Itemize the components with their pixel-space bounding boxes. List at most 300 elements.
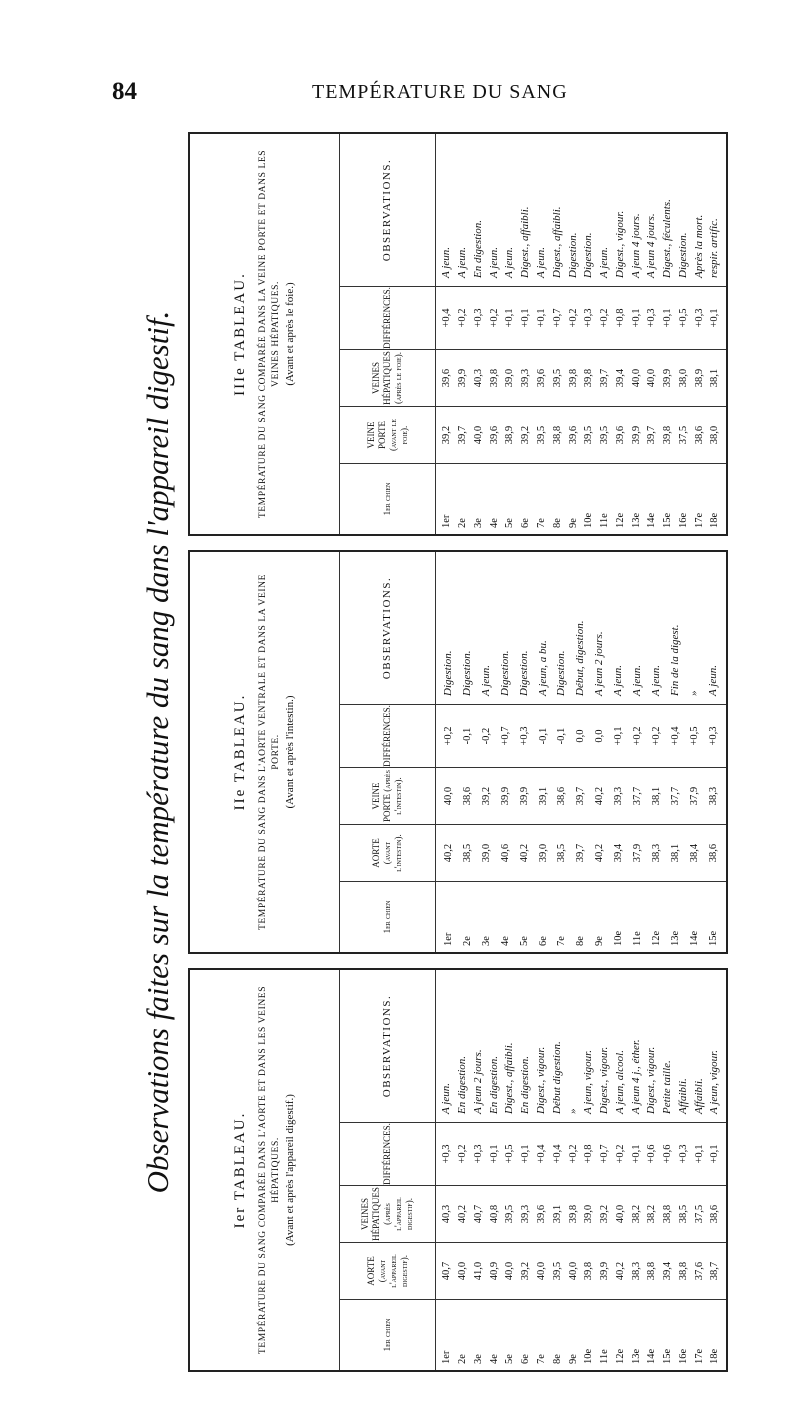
table-cell: +0,5: [688, 726, 700, 746]
table-caption: TEMPÉRATURE DU SANG COMPARÉE DANS LA VEINE PORTE ET DANS LES VEINES HÉPATIQUES.: [258, 149, 281, 519]
table-cell: 38,5: [677, 1204, 689, 1224]
column-header: DIFFÉRENCES.: [340, 1123, 436, 1185]
table-cell: 40,7: [472, 1204, 484, 1224]
table-cell: 40,7: [441, 1261, 453, 1281]
table-cell: 6e: [537, 936, 549, 946]
table-cell: 39,7: [599, 368, 611, 388]
column-body: [436, 970, 726, 1122]
table-cell: 40,2: [614, 1261, 626, 1281]
table-cell: 39,9: [599, 1261, 611, 1281]
column-body: [436, 768, 726, 824]
table-cell: 39,0: [480, 843, 492, 863]
table-cell: 10e: [583, 1348, 595, 1364]
table-cell: Digest., féculents.: [661, 199, 674, 278]
column-temp-after: [340, 349, 726, 406]
table-cell: 40,2: [518, 843, 530, 863]
table-cell: 13e: [670, 930, 682, 946]
table-cell: 39,5: [551, 1261, 563, 1281]
table-cell: 39,2: [480, 786, 492, 806]
table-cell: A jeun, vigour.: [708, 1050, 721, 1114]
table-cell: 39,2: [599, 1204, 611, 1224]
column-header: OBSERVATIONS.: [340, 134, 436, 286]
table-cell: 14e: [646, 1348, 658, 1364]
column-body: [436, 407, 726, 463]
table-cell: En digestion.: [456, 1055, 469, 1114]
table-cell: +0,1: [630, 308, 642, 328]
table-cell: 6e: [520, 1354, 532, 1364]
table-cell: +0,3: [583, 308, 595, 328]
data-table: [188, 968, 728, 1372]
table-cell: 38,8: [551, 425, 563, 445]
table-cell: 18e: [709, 1348, 721, 1364]
table-cell: 3e: [480, 936, 492, 946]
table-cell: +0,7: [599, 1144, 611, 1164]
table-cell: 13e: [630, 512, 642, 528]
table-label: IIIe TABLEAU.: [232, 272, 248, 396]
table-cell: 39,8: [662, 425, 674, 445]
table-cell: 39,2: [520, 425, 532, 445]
column-body: [436, 287, 726, 349]
table-cell: A jeun.: [650, 665, 663, 696]
rotated-content: [136, 122, 736, 1382]
column-temp-before: [340, 1242, 726, 1299]
table-cell: 9e: [567, 518, 579, 528]
table-cell: +0,2: [442, 726, 454, 746]
table-cell: 39,5: [504, 1204, 516, 1224]
table-cell: »: [566, 1108, 579, 1114]
table-cell: -0,1: [556, 727, 568, 745]
column-difference: [340, 1122, 726, 1185]
table-cell: 40,0: [646, 368, 658, 388]
table-cell: 40,2: [594, 843, 606, 863]
table-cell: 14e: [646, 512, 658, 528]
table-cell: Digest., vigour.: [645, 1046, 658, 1114]
table-cell: A jeun.: [456, 247, 469, 278]
table-cell: 39,0: [537, 843, 549, 863]
column-header: OBSERVATIONS.: [340, 970, 436, 1122]
table-cell: A jeun 4 jours.: [629, 213, 642, 278]
table-cell: +0,2: [488, 308, 500, 328]
column-header: 1er chien: [340, 464, 436, 534]
table-cell: 2e: [457, 518, 469, 528]
table-cell: 5e: [504, 1354, 516, 1364]
table-cell: +0,1: [520, 308, 532, 328]
table-cell: 38,5: [556, 843, 568, 863]
table-cell: 40,8: [488, 1204, 500, 1224]
table-cell: 38,2: [646, 1204, 658, 1224]
table-cell: 18e: [709, 512, 721, 528]
table-cell: 0,0: [575, 729, 587, 743]
table-cell: Digestion.: [582, 232, 595, 278]
table-cell: A jeun.: [706, 665, 719, 696]
table-cell: 39,1: [537, 786, 549, 806]
table-cell: Digestion.: [460, 650, 473, 696]
table-cell: 39,6: [614, 425, 626, 445]
table-cell: 38,1: [709, 368, 721, 388]
table-cell: A jeun.: [440, 1083, 453, 1114]
table-cell: A jeun, alcool.: [613, 1050, 626, 1114]
table-cell: 16e: [677, 1348, 689, 1364]
table-cell: 39,9: [499, 786, 511, 806]
column-header: DIFFÉRENCES.: [340, 287, 436, 349]
column-body: [436, 464, 726, 534]
table-cell: 38,8: [677, 1261, 689, 1281]
table-cell: A jeun 2 jours.: [593, 631, 606, 696]
table-cell: 11e: [599, 513, 611, 528]
table-cell: 38,1: [651, 786, 663, 806]
table-cell: 38,6: [556, 786, 568, 806]
table-cell: 38,6: [693, 425, 705, 445]
table-cell: 37,5: [677, 425, 689, 445]
table-cell: +0,2: [457, 1144, 469, 1164]
table-cell: 7e: [556, 936, 568, 946]
table-cell: 38,3: [630, 1261, 642, 1281]
table-cell: »: [687, 690, 700, 696]
table-cell: 39,9: [457, 368, 469, 388]
table-cell: En digestion.: [519, 1055, 532, 1114]
table-cell: 37,5: [693, 1204, 705, 1224]
table-cell: +0,8: [583, 1144, 595, 1164]
table-cell: +0,6: [646, 1144, 658, 1164]
table-cell: 39,3: [613, 786, 625, 806]
table-cell: 2e: [457, 1354, 469, 1364]
column-dog-number: [340, 881, 726, 952]
table-cell: 8e: [551, 518, 563, 528]
table-cell: 14e: [688, 930, 700, 946]
table-cell: 9e: [567, 1354, 579, 1364]
running-title: TEMPÉRATURE DU SANG: [312, 81, 568, 103]
table-cell: 40,0: [442, 786, 454, 806]
table-cell: 5e: [504, 518, 516, 528]
table-cell: +0,4: [670, 726, 682, 746]
table-header: [190, 970, 340, 1370]
table-cell: +0,1: [662, 308, 674, 328]
table-cell: +0,3: [518, 726, 530, 746]
table-cell: 39,2: [520, 1261, 532, 1281]
data-table: [188, 132, 728, 536]
table-cell: 12e: [651, 930, 663, 946]
column-observation: [340, 134, 726, 286]
table-cell: 11e: [632, 931, 644, 946]
table-cell: 38,6: [709, 1204, 721, 1224]
column-header: AORTE (avant l'intestin).: [340, 825, 436, 881]
table-cell: +0,1: [613, 726, 625, 746]
table-cell: +0,3: [472, 1144, 484, 1164]
column-dog-number: [340, 1299, 726, 1370]
table-cell: +0,3: [677, 1144, 689, 1164]
table-cell: 38,8: [662, 1204, 674, 1224]
table-cell: 39,2: [441, 425, 453, 445]
table-cell: 3e: [472, 518, 484, 528]
table-cell: Digestion.: [566, 232, 579, 278]
table-cell: Affaibli.: [692, 1078, 705, 1114]
column-header: VEINE PORTE (avant le foie).: [340, 407, 436, 463]
table-cell: 7e: [535, 1354, 547, 1364]
table-cell: 17e: [693, 512, 705, 528]
table-header: [190, 552, 340, 952]
table-cell: +0,6: [662, 1144, 674, 1164]
table-cell: 37,9: [688, 786, 700, 806]
table-cell: 39,8: [567, 368, 579, 388]
table-cell: -0,1: [537, 727, 549, 745]
table-cell: 39,6: [441, 368, 453, 388]
table-cell: 38,2: [630, 1204, 642, 1224]
table-cell: 15e: [662, 1348, 674, 1364]
page-header: [0, 78, 800, 110]
table-cell: 38,4: [688, 843, 700, 863]
table-cell: 40,0: [614, 1204, 626, 1224]
table-caption: TEMPÉRATURE DU SANG DANS L'AORTE VENTRALE ET DANS LA VEINE PORTE.: [258, 573, 281, 931]
table-cell: 1er: [442, 932, 454, 946]
table-cell: 39,6: [535, 1204, 547, 1224]
table-cell: 37,7: [632, 786, 644, 806]
table-header: [190, 134, 340, 534]
data-table: [188, 550, 728, 954]
table-cell: 38,5: [461, 843, 473, 863]
table-cell: A jeun 2 jours.: [471, 1049, 484, 1114]
table-cell: 15e: [707, 930, 719, 946]
table-cell: +0,3: [693, 308, 705, 328]
table-cell: +0,4: [535, 1144, 547, 1164]
table-cell: Digestion.: [441, 650, 454, 696]
table-cell: +0,1: [709, 308, 721, 328]
table-note: (Avant et après l'appareil digestif.): [284, 1094, 296, 1246]
table-cell: 39,8: [583, 1261, 595, 1281]
table-cell: 39,8: [488, 368, 500, 388]
table-cell: 39,6: [488, 425, 500, 445]
table-cell: Digest., vigour.: [613, 210, 626, 278]
table-cell: 40,6: [499, 843, 511, 863]
table-cell: 39,4: [613, 843, 625, 863]
table-cell: 38,7: [709, 1261, 721, 1281]
table-cell: 39,5: [535, 425, 547, 445]
table-cell: 38,9: [693, 368, 705, 388]
table-cell: Digest., vigour.: [598, 1046, 611, 1114]
table-cell: 8e: [551, 1354, 563, 1364]
table-cell: 3e: [472, 1354, 484, 1364]
column-observation: [340, 552, 726, 704]
table-cell: +0,2: [457, 308, 469, 328]
table-cell: En digestion.: [471, 219, 484, 278]
table-note: (Avant et après l'intestin.): [284, 695, 296, 809]
table-cell: 40,2: [457, 1204, 469, 1224]
table-cell: 39,1: [551, 1204, 563, 1224]
table-cell: 4e: [488, 1354, 500, 1364]
tables-container: [188, 132, 728, 1372]
table-cell: +0,1: [504, 308, 516, 328]
table-cell: 39,9: [662, 368, 674, 388]
column-header: OBSERVATIONS.: [340, 552, 436, 704]
table-cell: 40,3: [441, 1204, 453, 1224]
column-body: [436, 1123, 726, 1185]
table-cell: Digestion.: [676, 232, 689, 278]
table-cell: +0,1: [693, 1144, 705, 1164]
table-cell: 40,2: [442, 843, 454, 863]
table-cell: 38,8: [646, 1261, 658, 1281]
table-cell: 38,3: [707, 786, 719, 806]
table-cell: +0,1: [488, 1144, 500, 1164]
table-cell: 39,9: [518, 786, 530, 806]
table-cell: 39,3: [520, 1204, 532, 1224]
table-cell: Fin de la digest.: [669, 624, 682, 696]
table-cell: 39,4: [614, 368, 626, 388]
table-cell: 39,5: [583, 425, 595, 445]
table-cell: 37,7: [670, 786, 682, 806]
table-cell: En digestion.: [487, 1055, 500, 1114]
table-cell: 38,6: [707, 843, 719, 863]
table-cell: 40,3: [472, 368, 484, 388]
column-body: [436, 882, 726, 952]
table-cell: +0,2: [632, 726, 644, 746]
table-cell: 41,0: [472, 1261, 484, 1281]
table-grid: [340, 970, 726, 1370]
table-cell: +0,2: [651, 726, 663, 746]
table-cell: 4e: [499, 936, 511, 946]
table-cell: 9e: [594, 936, 606, 946]
column-header: VEINES HÉPATIQUES (après le foie).: [340, 350, 436, 406]
table-cell: 38,9: [504, 425, 516, 445]
table-cell: +0,3: [472, 308, 484, 328]
table-cell: A jeun.: [487, 247, 500, 278]
column-header: VEINE PORTE (après l'intestin).: [340, 768, 436, 824]
table-cell: +0,5: [677, 308, 689, 328]
table-cell: Petite taille.: [661, 1060, 674, 1114]
table-cell: +0,1: [709, 1144, 721, 1164]
table-cell: Digest., affaibli.: [503, 1042, 516, 1114]
table-cell: +0,7: [551, 308, 563, 328]
column-header: AORTE (avant l'appareil digestif).: [340, 1243, 436, 1299]
table-cell: 39,7: [457, 425, 469, 445]
table-cell: 12e: [614, 512, 626, 528]
table-cell: 37,9: [632, 843, 644, 863]
table-cell: 38,0: [709, 425, 721, 445]
table-cell: 2e: [461, 936, 473, 946]
table-cell: Digestion.: [517, 650, 530, 696]
table-cell: 13e: [630, 1348, 642, 1364]
table-cell: A jeun.: [612, 665, 625, 696]
column-body: [436, 1186, 726, 1242]
column-body: [436, 1243, 726, 1299]
table-cell: A jeun 4 jours.: [645, 213, 658, 278]
table-cell: 40,9: [488, 1261, 500, 1281]
table-cell: 39,6: [567, 425, 579, 445]
table-cell: Début digestion.: [550, 1041, 563, 1114]
table-cell: 39,3: [520, 368, 532, 388]
table-grid: [340, 134, 726, 534]
column-header: DIFFÉRENCES.: [340, 705, 436, 767]
column-body: [436, 134, 726, 286]
table-cell: 39,4: [662, 1261, 674, 1281]
page-title: Observations faites sur la température du sang dans l'appareil digestif.: [140, 310, 175, 1194]
table-cell: 10e: [583, 512, 595, 528]
column-temp-after: [340, 1185, 726, 1242]
table-cell: 0,0: [594, 729, 606, 743]
column-observation: [340, 970, 726, 1122]
table-cell: +0,1: [535, 308, 547, 328]
table-cell: 5e: [518, 936, 530, 946]
column-body: [436, 825, 726, 881]
table-cell: 39,5: [599, 425, 611, 445]
table-cell: +0,7: [499, 726, 511, 746]
table-cell: 39,0: [504, 368, 516, 388]
table-cell: 16e: [677, 512, 689, 528]
table-cell: 39,9: [630, 425, 642, 445]
table-label: IIe TABLEAU.: [232, 693, 248, 811]
table-cell: A jeun.: [479, 665, 492, 696]
table-cell: 10e: [613, 930, 625, 946]
table-cell: +0,3: [441, 1144, 453, 1164]
table-cell: Digest., affaibli.: [550, 206, 563, 278]
column-header: VEINES HÉPATIQUES (après l'appareil digestif).: [340, 1186, 436, 1242]
table-cell: 4e: [488, 518, 500, 528]
table-cell: 39,0: [583, 1204, 595, 1224]
table-cell: A jeun, vigour.: [582, 1050, 595, 1114]
column-temp-after: [340, 767, 726, 824]
column-dog-number: [340, 463, 726, 534]
table-cell: 40,0: [457, 1261, 469, 1281]
table-grid: [340, 552, 726, 952]
table-cell: respir. artific.: [708, 218, 721, 278]
table-cell: 40,0: [630, 368, 642, 388]
table-cell: +0,4: [441, 308, 453, 328]
table-label: Ier TABLEAU.: [232, 1111, 248, 1229]
table-cell: 38,0: [677, 368, 689, 388]
table-cell: 38,1: [670, 843, 682, 863]
table-cell: 39,7: [575, 786, 587, 806]
column-header: 1er chien: [340, 1300, 436, 1370]
table-cell: 7e: [535, 518, 547, 528]
table-cell: +0,1: [520, 1144, 532, 1164]
table-cell: +0,2: [567, 1144, 579, 1164]
table-cell: Digestion.: [555, 650, 568, 696]
table-cell: +0,3: [707, 726, 719, 746]
table-cell: +0,1: [630, 1144, 642, 1164]
table-cell: 39,5: [551, 368, 563, 388]
table-cell: A jeun, a bu.: [536, 640, 549, 696]
table-cell: -0,2: [480, 727, 492, 745]
table-cell: -0,1: [461, 727, 473, 745]
column-temp-before: [340, 406, 726, 463]
table-cell: Affaibli.: [676, 1078, 689, 1114]
table-cell: 40,0: [472, 425, 484, 445]
table-cell: 39,8: [567, 1204, 579, 1224]
column-body: [436, 705, 726, 767]
table-cell: +0,2: [614, 1144, 626, 1164]
table-cell: 38,6: [461, 786, 473, 806]
page-number: 84: [112, 78, 137, 105]
table-cell: +0,8: [614, 308, 626, 328]
table-cell: +0,2: [599, 308, 611, 328]
table-cell: +0,4: [551, 1144, 563, 1164]
column-difference: [340, 286, 726, 349]
table-cell: 38,3: [651, 843, 663, 863]
table-cell: A jeun 4 j., éther.: [629, 1039, 642, 1114]
table-cell: 40,0: [535, 1261, 547, 1281]
table-cell: 15e: [662, 512, 674, 528]
table-cell: 1er: [441, 1350, 453, 1364]
table-cell: 40,0: [504, 1261, 516, 1281]
table-cell: 12e: [614, 1348, 626, 1364]
column-body: [436, 1300, 726, 1370]
table-cell: A jeun.: [503, 247, 516, 278]
table-cell: 39,6: [535, 368, 547, 388]
table-cell: 8e: [575, 936, 587, 946]
column-body: [436, 350, 726, 406]
table-cell: Après la mort.: [692, 214, 705, 278]
column-difference: [340, 704, 726, 767]
table-cell: +0,5: [504, 1144, 516, 1164]
table-note: (Avant et après le foie.): [284, 282, 296, 386]
